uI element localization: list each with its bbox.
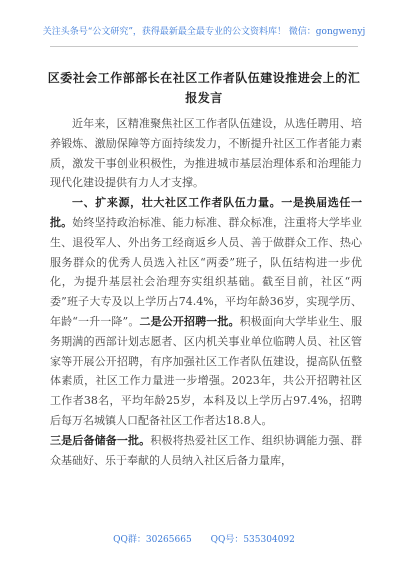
- section1-sub1-heading: 一是换届选任一批。: [50, 196, 362, 229]
- section1-heading: 一、扩来源，壮大社区工作者队伍力量。: [72, 196, 282, 210]
- section1-sub2-text: 积极面向大学毕业生、服务期满的西部计划志愿者、区内机关事业单位临聘人员、社区管家等开展公开招聘，有序加强社区工作者队伍建设，提高队伍整体素质，社区工作力量进一步增强。2023年，共公开招聘社区工作者38名，平均年龄25岁，本科及以上学历占97.4%，招聘后每万名城镇人口配备社区工作者达18.8人。: [50, 314, 363, 427]
- footer-contact: [0, 532, 408, 545]
- intro-paragraph: 近年来，区精准聚焦社区工作者队伍建设，从选任聘用、培养锻炼、激励保障等方面持续发力，不断提升社区工作者能力素质，激发干事创业积极性，为推进城市基层治理体系和治理能力现代化建设提供有力人才支撑。: [50, 117, 362, 190]
- section1-sub2-heading: 二是公开招聘一批。: [139, 314, 240, 328]
- document-body: [50, 114, 362, 470]
- section1-sub3-paragraph: [50, 431, 362, 471]
- footer-qq-number: QQ号：535304092: [210, 535, 295, 545]
- document-title: 区委社会工作部部长在社区工作者队伍建设推进会上的汇报发言: [47, 71, 361, 105]
- section1-sub1-text: 始终坚持政治标准、能力标准、群众标准，注重将大学毕业生、退役军人、外出务工经商返乡人员、善于做群众工作、热心服务群众的优秀人员选入社区“两委”班子，队伍结构进一步优化，为提升基层社会治理夯实组织基础。截至目前，社区“两委”班子大专及以上学历占74.4%，平均年龄36岁，实现学历、年龄“一升一降”。: [50, 215, 362, 328]
- footer-qq-group: QQ群：30265665: [113, 535, 192, 545]
- section1-sub3-heading: 三是后备储备一批。: [50, 433, 151, 447]
- header-divider: [50, 46, 358, 47]
- header-banner: 关注头条号“公文研究”，获得最新最全最专业的公文资料库！ 微信：gongwenyj: [42, 27, 366, 37]
- section1-paragraph: [50, 193, 362, 431]
- section1-sub3-text: 积极将热爱社区工作、组织协调能力强、群众基础好、乐于奉献的人员纳入社区后备力量库，: [50, 433, 363, 467]
